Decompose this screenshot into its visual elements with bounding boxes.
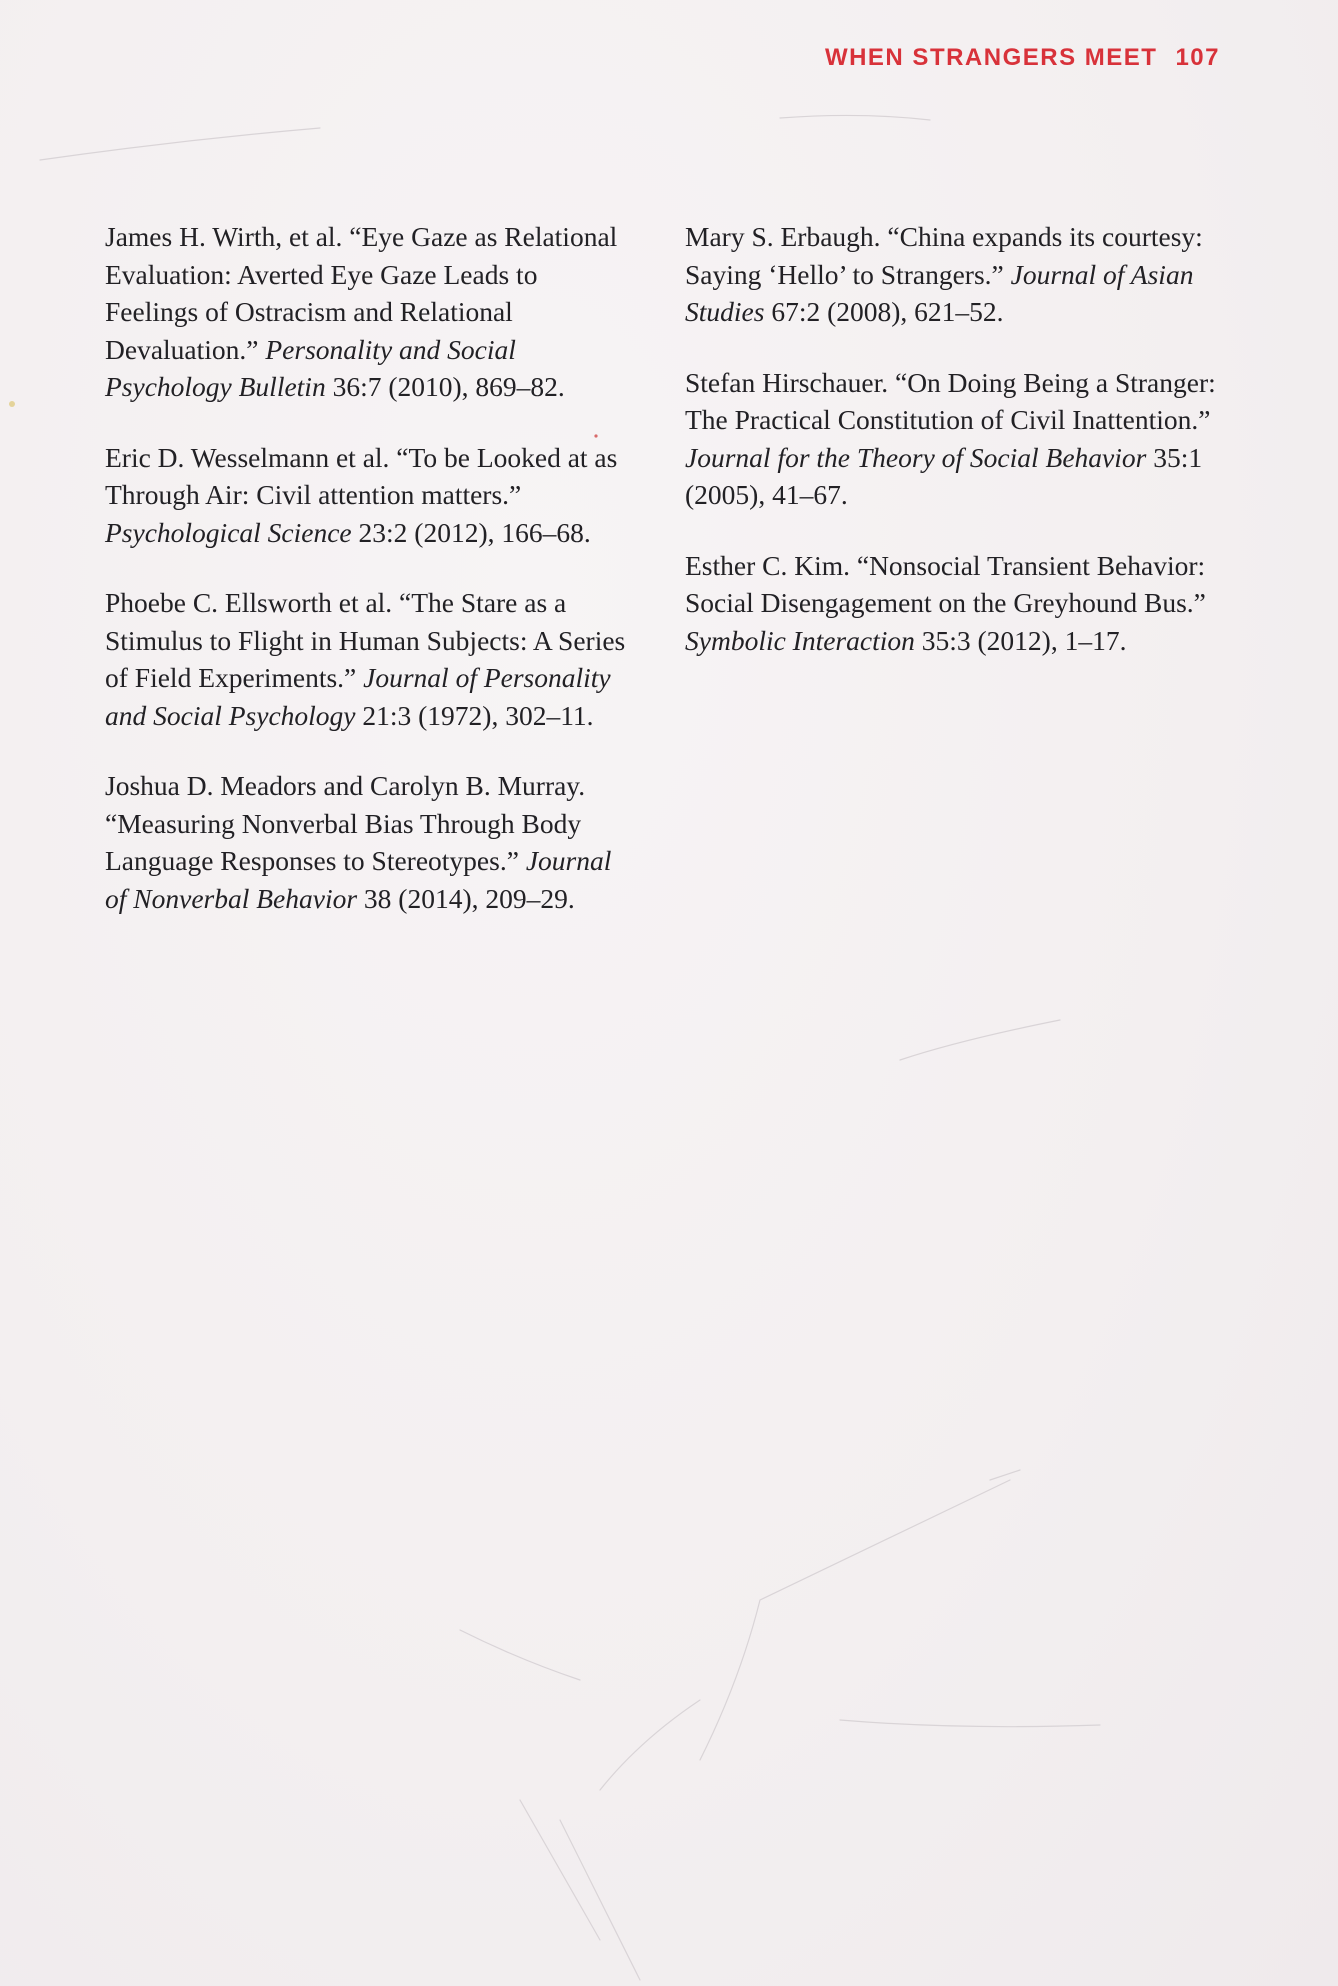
reference-entry [685,547,1225,660]
reference-citation: 23:2 (2012), 166–68. [351,516,591,548]
reference-text: Esther C. Kim. “Nonsocial Transient Behavior: Social Disengagement on the Greyhound Bus.” [685,549,1206,618]
reference-entry [105,218,635,406]
journal-title: Journal of Asian Studies [685,258,1194,327]
references-left-column [105,218,635,950]
reference-entry [685,218,1225,331]
journal-title: Journal for the Theory of Social Behavior [685,441,1147,473]
reference-citation: 35:3 (2012), 1–17. [914,624,1127,656]
reference-text: Mary S. Erbaugh. “China expands its courtesy: Saying ‘Hello’ to Strangers.” [685,221,1203,290]
reference-entry [105,439,635,552]
reference-text: James H. Wirth, et al. “Eye Gaze as Relational Evaluation: Averted Eye Gaze Leads to Feelings of Ostracism and Relational Devaluation.” [105,221,618,365]
reference-text: Phoebe C. Ellsworth et al. “The Stare as a Stimulus to Flight in Human Subjects: A Series of Field Experiments.” [105,587,626,693]
running-head [825,44,1220,72]
journal-title: Symbolic Interaction [685,624,915,656]
references-right-column [685,218,1225,692]
reference-citation: 38 (2014), 209–29. [357,882,575,914]
reference-citation: 21:3 (1972), 302–11. [355,699,594,731]
reference-text: Eric D. Wesselmann et al. “To be Looked at as Through Air: Civil attention matters.” [105,441,618,510]
journal-title: Journal of Nonverbal Behavior [105,845,612,914]
reference-citation: 36:7 (2010), 869–82. [325,371,565,402]
journal-title: Personality and Social Psychology Bulletin [105,333,516,402]
journal-title: Journal of Personality and Social Psychology [105,662,611,731]
reference-entry [105,584,635,734]
reference-citation: 35:1 (2005), 41–67. [685,441,1203,510]
reference-entry [685,364,1225,514]
reference-citation: 67:2 (2008), 621–52. [764,296,1004,327]
reference-text: Joshua D. Meadors and Carolyn B. Murray. “Measuring Nonverbal Bias Through Body Language Responses to Stereotypes.” [105,770,586,876]
journal-title: Psychological Science [105,516,352,548]
running-title: WHEN STRANGERS MEET [824,44,1158,71]
page-number: 107 [1175,44,1220,71]
reference-entry [105,767,635,917]
reference-text: Stefan Hirschauer. “On Doing Being a Stranger: The Practical Constitution of Civil Inattention.” [685,366,1216,435]
